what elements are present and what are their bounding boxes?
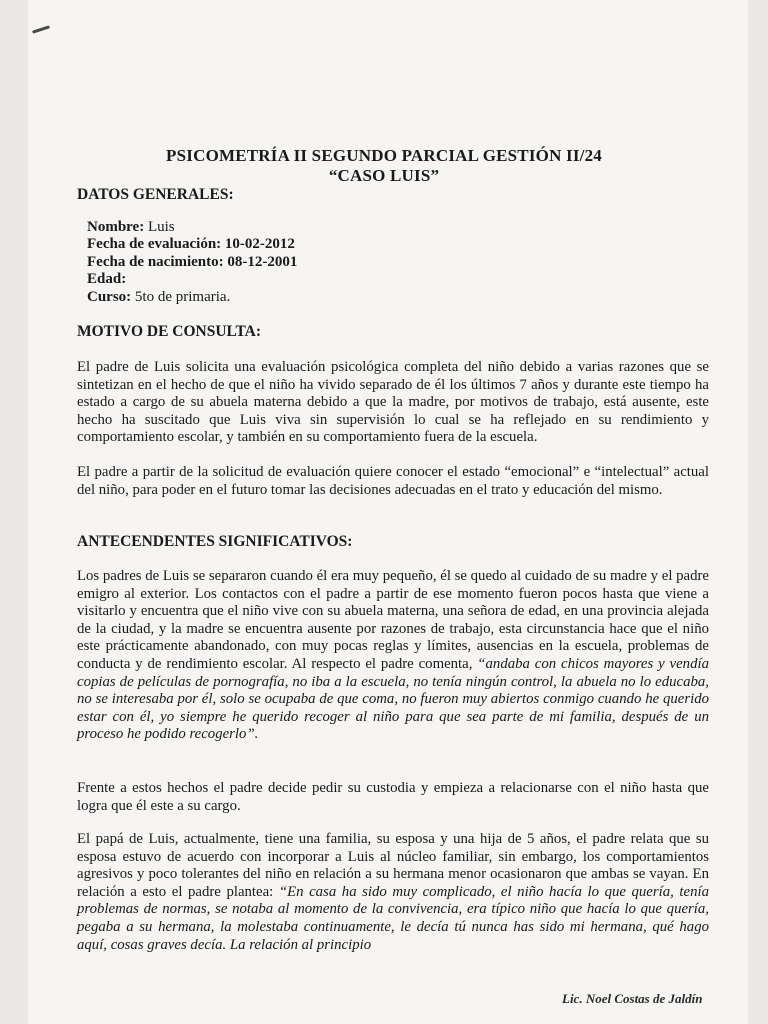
section-heading-datos: DATOS GENERALES: xyxy=(77,186,234,203)
paragraph-motivo-1: El padre de Luis solicita una evaluación psicológica completa del niño debido a varias razones que se sintetizan en el hecho de que el niño ha vivido separado de él los últimos 7 años y durante este tiempo ha estado a cargo de su abuela materna debido a que la madre, por motivos de trabajo, está ausente, este hecho ha suscitado que Luis viva sin supervisión lo cual se ha reflejado en su rendimiento y comportamiento escolar, y también en su comportamiento fuera de la escuela. xyxy=(77,359,709,446)
field-value: 5to de primaria. xyxy=(131,288,231,305)
field-fecha-evaluacion xyxy=(87,236,297,253)
father-quote: “En casa ha sido muy complicado, el niño hacía lo que quería, tenía problemas de normas, se notaba al momento de la convivencia, era típico niño que hacía lo que quería, pegaba a su hermana, la molestaba continuamente, le decía tú nunca has sido mi hermana, qué hago aquí, cosas graves decía. La relación al principio xyxy=(77,883,709,953)
author-signature: Lic. Noel Costas de Jaldín xyxy=(562,991,703,1006)
field-label: Nombre: xyxy=(87,219,145,235)
field-curso xyxy=(87,289,297,306)
field-value: 10-02-2012 xyxy=(221,236,295,253)
general-data-fields xyxy=(87,219,297,306)
paragraph-antecedentes-1 xyxy=(77,568,709,744)
paragraph-text: Los padres de Luis se separaron cuando él era muy pequeño, él se quedo al cuidado de su madre y el padre emigro al exterior. Los contactos con el padre a partir de ese momento fueron pocos hasta que viene a visitarlo y encuentra que el niño vive con su abuela materna, una señora de edad, en una provincia alejada de la ciudad, y la madre se encuentra ausente por razones de trabajo, esta circunstancia hace que el niño este prácticamente abandonado, con muy pocas reglas y límites, ausencias en la escuela, problemas de conducta y de rendimiento escolar. Al respecto el padre comenta, xyxy=(77,568,709,672)
field-label: Edad: xyxy=(87,271,127,288)
paragraph-motivo-2: El padre a partir de la solicitud de evaluación quiere conocer el estado “emocional” e “intelectual” actual del niño, para poder en el futuro tomar las decisiones adecuadas en el trato y educación del mismo. xyxy=(77,464,709,498)
father-quote: “andaba con chicos mayores y vendía copias de películas de pornografía, no iba a la escuela, no tenía ningún control, la abuela no lo educaba, no se interesaba por él, solo se ocupaba de que coma, no fueron muy abiertos conmigo cuando he querido estar con él, yo siempre he querido recoger al niño para que sea parte de mi familia, después de un proceso he podido recogerlo”. xyxy=(77,655,709,743)
paragraph-text: El papá de Luis, actualmente, tiene una familia, su esposa y una hija de 5 años, el padre relata que su esposa estuvo de acuerdo con incorporar a Luis al núcleo familiar, sin embargo, los comportamientos agresivos y poco tolerantes del niño en relación a su hermana menor ocasionaron que ambas se vayan. En relación a esto el padre plantea: xyxy=(77,831,709,900)
field-label: Fecha de nacimiento: xyxy=(87,253,224,270)
field-value: Luis xyxy=(144,219,175,235)
paragraph-antecedentes-2: Frente a estos hechos el padre decide pedir su custodia y empieza a relacionarse con el niño hasta que logra que él este a su cargo. xyxy=(77,780,709,814)
field-fecha-nacimiento xyxy=(87,254,297,271)
section-heading-motivo: MOTIVO DE CONSULTA: xyxy=(77,323,261,340)
field-nombre xyxy=(87,219,297,236)
field-edad xyxy=(87,271,297,288)
field-label: Fecha de evaluación: xyxy=(87,236,222,253)
paragraph-antecedentes-3 xyxy=(77,831,709,954)
case-title: “CASO LUIS” xyxy=(328,166,440,185)
section-heading-antecedentes: ANTECENDENTES SIGNIFICATIVOS: xyxy=(77,533,353,550)
field-label: Curso: xyxy=(87,288,132,305)
document-title: PSICOMETRÍA II SEGUNDO PARCIAL GESTIÓN II/24 xyxy=(166,146,602,165)
field-value: 08-12-2001 xyxy=(223,253,298,270)
